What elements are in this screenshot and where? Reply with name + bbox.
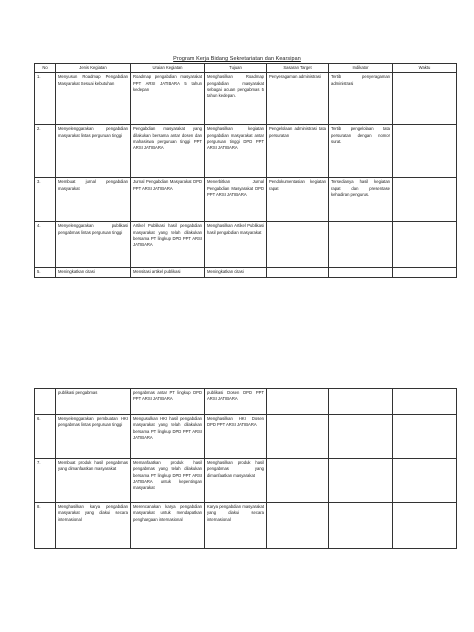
cell-tujuan: Menerbitkan Jurnal Pengabdian Masyarakat DPD PPT ARSI JATIBARA bbox=[205, 178, 267, 222]
cell-tujuan: Menghasilkan produk hasil pengabmas yang dimanfaatkan masyarakat bbox=[205, 459, 267, 503]
cell-sasaran bbox=[267, 268, 329, 278]
cell-jenis: publikasi pengabmas bbox=[56, 389, 131, 415]
cell-no: 3. bbox=[35, 178, 56, 222]
cell-tujuan: Menghasilkan Artikel Publikasi hasil pengabdian masyarakat bbox=[205, 222, 267, 268]
table-row bbox=[35, 415, 457, 459]
cell-jenis: Meningkatkan citasi bbox=[56, 268, 131, 278]
header-no: No bbox=[35, 64, 56, 73]
cell-jenis: Menyelenggarakan pembuatan HKI pengabmas lintas perguruan tinggi bbox=[56, 415, 131, 459]
cell-tujuan: Menghasilkan HKI Dosen DPD PPT ARSI JATIBARA bbox=[205, 415, 267, 459]
header-indikator: Indikator bbox=[329, 64, 393, 73]
header-waktu: Waktu bbox=[393, 64, 457, 73]
document-title: Program Kerja Bidang Sekretariatan dan Kearsipan bbox=[173, 56, 301, 62]
cell-waktu bbox=[393, 503, 457, 549]
header-jenis-kegiatan: Jenis Kegiatan bbox=[56, 64, 131, 73]
program-table-page-2 bbox=[34, 388, 457, 549]
cell-indikator bbox=[329, 268, 393, 278]
header-uraian-kegiatan: Uraian Kegiatan bbox=[131, 64, 205, 73]
cell-indikator bbox=[329, 503, 393, 549]
cell-waktu bbox=[393, 268, 457, 278]
cell-indikator: Tertib pengelolaan tata persuratan dengan nomor surat. bbox=[329, 125, 393, 178]
cell-uraian: Roadmap pengabdian masyarakat PPT ARSI JATIBARA 5 tahun kedepan bbox=[131, 73, 205, 125]
table-header-row bbox=[35, 64, 457, 73]
cell-tujuan: publikasi Dosen DPD PPT ARSI JATIBARA bbox=[205, 389, 267, 415]
cell-indikator bbox=[329, 459, 393, 503]
cell-uraian: Merencanakan karya pengabdian masyarakat untuk mendapatkan penghargaan internasional bbox=[131, 503, 205, 549]
cell-waktu bbox=[393, 415, 457, 459]
cell-indikator: Tersedianya hasil kegiatan rapat dan presentase kehadiran pengurus. bbox=[329, 178, 393, 222]
cell-uraian: pengabmas antar PT lingkup DPD PPT ARSI JATIBARA bbox=[131, 389, 205, 415]
cell-no: 5. bbox=[35, 268, 56, 278]
table-row bbox=[35, 268, 457, 278]
cell-tujuan: Meningkatkan citasi bbox=[205, 268, 267, 278]
cell-uraian: Mensitasi artikel publikasi bbox=[131, 268, 205, 278]
table-row bbox=[35, 503, 457, 549]
table-row bbox=[35, 73, 457, 125]
cell-waktu bbox=[393, 178, 457, 222]
cell-jenis: Menghasilkan karya pengabdian masyarakat yang diakui secara internasional bbox=[56, 503, 131, 549]
cell-no: 4. bbox=[35, 222, 56, 268]
cell-uraian: Memanfaatkan produk hasil pengabmas yang telah dilakukan bersama PT lingkup DPD PPT ARSI JATIBARA untuk kepentingan masyarakat bbox=[131, 459, 205, 503]
table-row bbox=[35, 389, 457, 415]
cell-jenis: Membuat jurnal pengabdian masyarakat bbox=[56, 178, 131, 222]
cell-sasaran: Penyeragaman administrasi bbox=[267, 73, 329, 125]
table-row bbox=[35, 459, 457, 503]
table-row bbox=[35, 178, 457, 222]
cell-indikator: Tertib penyeragaman administrasi bbox=[329, 73, 393, 125]
cell-indikator bbox=[329, 222, 393, 268]
cell-waktu bbox=[393, 125, 457, 178]
cell-uraian: Mengusulkan HKI hasil pengabdian masyarakat yang telah dilakukan bersama PT lingkup DPD PPT ARSI JATIBARA bbox=[131, 415, 205, 459]
cell-sasaran bbox=[267, 415, 329, 459]
cell-tujuan: Karya pengabdian masyarakat yang diakui secara internasional bbox=[205, 503, 267, 549]
cell-sasaran: Pendokumentasian kegiatan rapat bbox=[267, 178, 329, 222]
cell-no bbox=[35, 389, 56, 415]
cell-tujuan: Menghasilkan Roadmap pengabdian masyarakat sebagai acuan pengabmas 5 tahun kedepan. bbox=[205, 73, 267, 125]
cell-sasaran bbox=[267, 222, 329, 268]
program-table-page-1 bbox=[34, 63, 457, 278]
cell-uraian: Pengabdian masyarakat yang dilakukan bersama antar dosen dan mahasiswa perguruan tinggi PPT ARSI JATIBARA bbox=[131, 125, 205, 178]
cell-jenis: Menyusun Roadmap Pengabdian Masyarakat Sesuai kebutuhan bbox=[56, 73, 131, 125]
cell-tujuan: Menghasilkan kegiatan pengabdian masyarakat antar perguruan tinggi DPD PPT ARSI JATIBARA bbox=[205, 125, 267, 178]
cell-no: 6. bbox=[35, 415, 56, 459]
cell-uraian: Artikel Publikasi hasil pengabdian masyarakat yang telah dilakukan bersama PT lingkup DPD PPT ARSI JATIBARA bbox=[131, 222, 205, 268]
cell-no: 1. bbox=[35, 73, 56, 125]
cell-waktu bbox=[393, 222, 457, 268]
cell-waktu bbox=[393, 73, 457, 125]
cell-no: 7. bbox=[35, 459, 56, 503]
cell-sasaran bbox=[267, 503, 329, 549]
header-tujuan: Tujuan bbox=[205, 64, 267, 73]
cell-indikator bbox=[329, 389, 393, 415]
table-row bbox=[35, 125, 457, 178]
cell-no: 8. bbox=[35, 503, 56, 549]
cell-sasaran bbox=[267, 389, 329, 415]
cell-sasaran: Pengelolaan administrasi tata persuratan bbox=[267, 125, 329, 178]
cell-waktu bbox=[393, 459, 457, 503]
cell-jenis: Menyelenggarakan publikasi pengabmas lintas perguruan tinggi bbox=[56, 222, 131, 268]
cell-jenis: Menyelenggarakan pengabdian masyarakat lintas perguruan tinggi bbox=[56, 125, 131, 178]
cell-indikator bbox=[329, 415, 393, 459]
header-sasaran-target: Sasaran Target bbox=[267, 64, 329, 73]
cell-sasaran bbox=[267, 459, 329, 503]
cell-uraian: Jurnal Pengabdian Masyarakat DPD PPT ARSI JATIBARA bbox=[131, 178, 205, 222]
cell-no: 2. bbox=[35, 125, 56, 178]
cell-waktu bbox=[393, 389, 457, 415]
cell-jenis: Membuat produk hasil pengabmas yang dimanfaatkan masyarakat bbox=[56, 459, 131, 503]
table-row bbox=[35, 222, 457, 268]
